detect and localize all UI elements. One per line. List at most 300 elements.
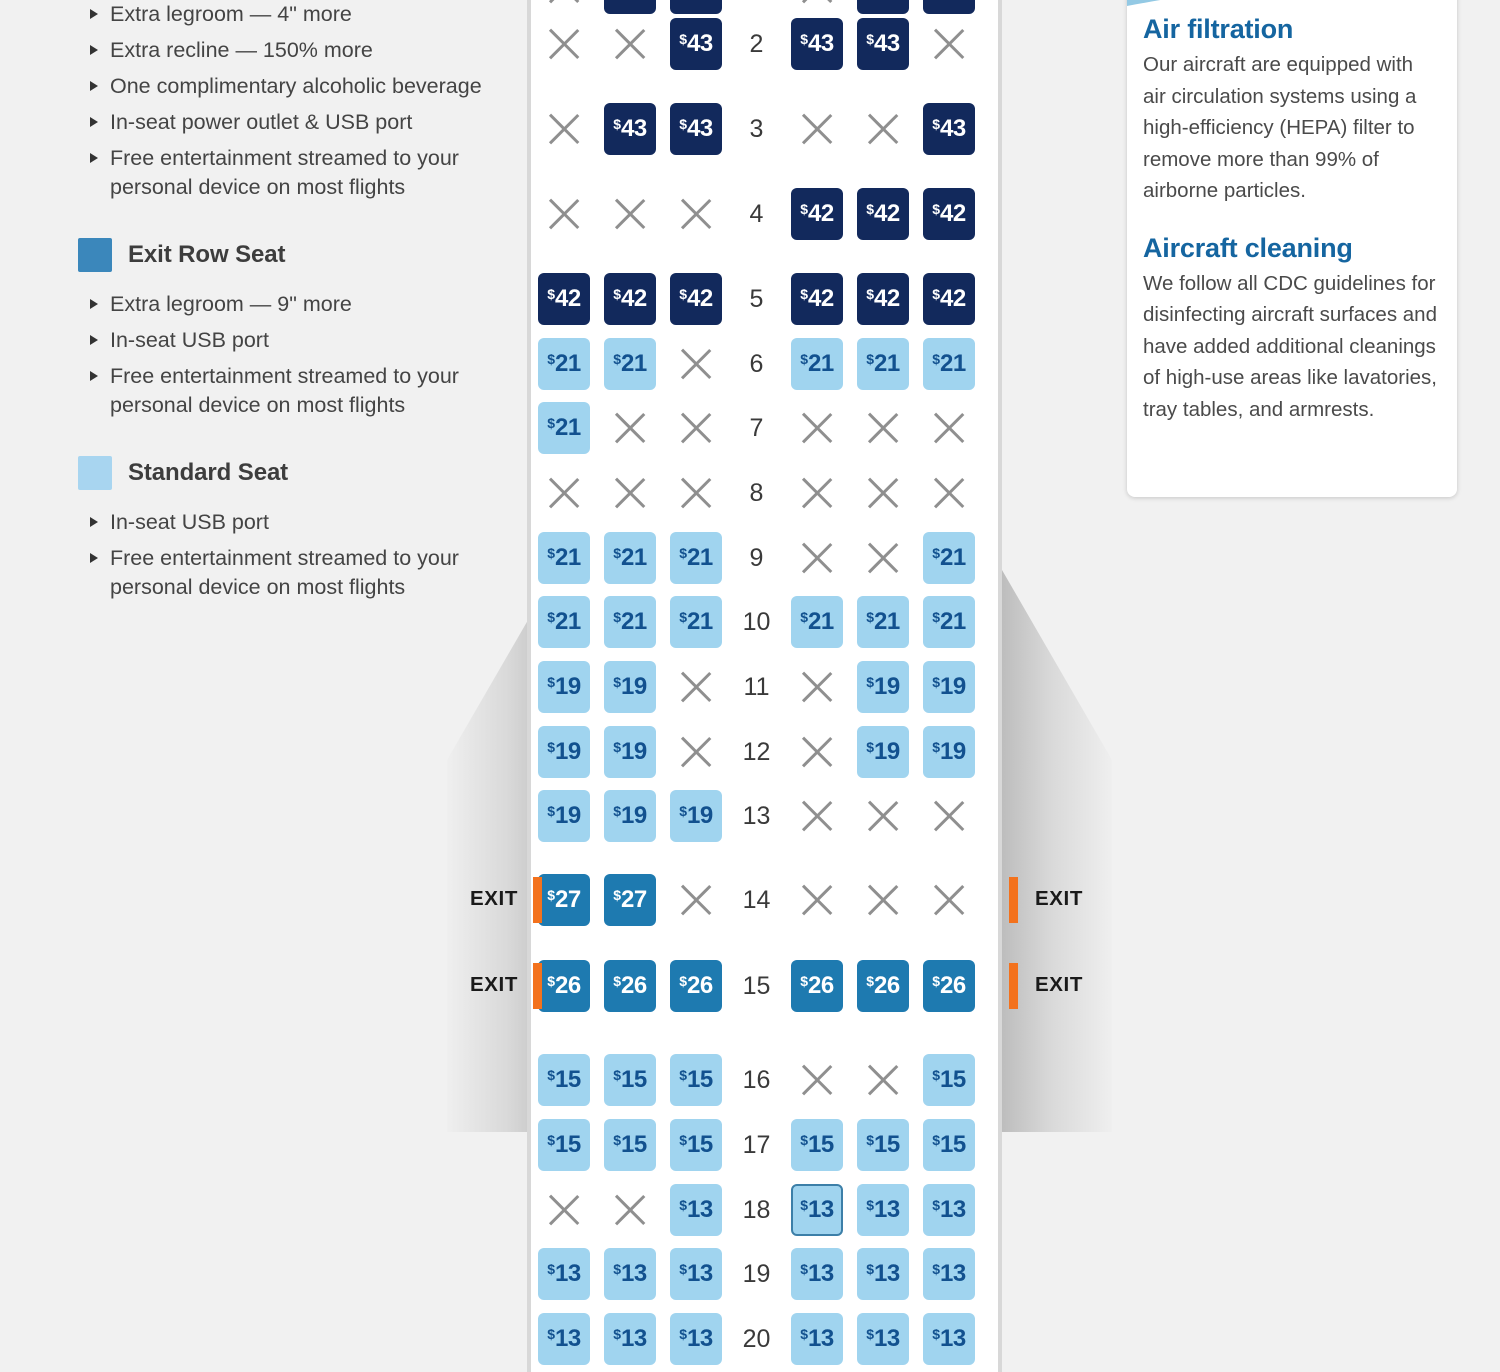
unavailable-seat-x-icon bbox=[795, 107, 839, 151]
row-number-label: 9 bbox=[749, 543, 764, 572]
unavailable-seat-x-icon bbox=[608, 406, 652, 450]
info-card-body-text: We follow all CDC guidelines for disinfecting aircraft surfaces and have added additional cleanings of high-use areas like lavatories, tray tables, and armrests. bbox=[1143, 271, 1437, 421]
seat-price: 26 bbox=[687, 972, 713, 1000]
seat-button[interactable] bbox=[538, 960, 590, 1012]
seat-price: 15 bbox=[874, 1131, 900, 1159]
seat-price: 43 bbox=[874, 30, 900, 58]
seat-price: 21 bbox=[874, 350, 900, 378]
seat-button[interactable] bbox=[604, 596, 656, 648]
seat-button[interactable] bbox=[857, 273, 909, 325]
seat-button[interactable] bbox=[791, 273, 843, 325]
unavailable-seat-x-icon bbox=[795, 878, 839, 922]
seat-cell bbox=[784, 868, 850, 933]
currency-symbol: $ bbox=[547, 674, 556, 691]
currency-symbol: $ bbox=[679, 1261, 688, 1278]
seat-button[interactable] bbox=[923, 596, 975, 648]
seat-button[interactable] bbox=[604, 1119, 656, 1171]
seat-cell bbox=[916, 868, 982, 933]
exit-row-label-right: EXIT bbox=[1035, 973, 1083, 996]
seat-button[interactable] bbox=[538, 532, 590, 584]
seat-cell bbox=[916, 267, 982, 332]
row-number-label: 5 bbox=[749, 284, 764, 313]
seat-price: 21 bbox=[940, 544, 966, 572]
seat-button[interactable] bbox=[604, 103, 656, 155]
seat-price: 13 bbox=[687, 1196, 713, 1224]
seat-button[interactable] bbox=[604, 273, 656, 325]
currency-symbol: $ bbox=[866, 609, 875, 626]
seat-price: 19 bbox=[621, 673, 647, 701]
seat-cell bbox=[916, 526, 982, 591]
seat-button[interactable] bbox=[857, 18, 909, 70]
seat-price: 19 bbox=[687, 802, 713, 830]
row-number-label: 20 bbox=[742, 1324, 771, 1353]
seat-button[interactable] bbox=[604, 1248, 656, 1300]
feature-text: Extra legroom — 9" more bbox=[110, 292, 352, 316]
seat-button[interactable] bbox=[670, 1184, 722, 1236]
seat-price: 42 bbox=[555, 285, 581, 313]
seat-cell bbox=[784, 1242, 850, 1307]
row-number-label: 19 bbox=[742, 1259, 771, 1288]
currency-symbol: $ bbox=[679, 286, 688, 303]
seat-button[interactable] bbox=[538, 596, 590, 648]
seat-cell bbox=[784, 267, 850, 332]
seat-cell bbox=[916, 784, 982, 849]
unavailable-seat-x-icon bbox=[861, 794, 905, 838]
seat-row bbox=[531, 720, 1006, 785]
seat-cell bbox=[531, 97, 597, 162]
currency-symbol: $ bbox=[932, 609, 941, 626]
seat-button[interactable] bbox=[791, 596, 843, 648]
unavailable-seat-x-icon bbox=[795, 794, 839, 838]
seat-price: 13 bbox=[940, 1260, 966, 1288]
row-number-label: 4 bbox=[749, 199, 764, 228]
seat-cell bbox=[597, 868, 663, 933]
seat-button[interactable] bbox=[857, 1184, 909, 1236]
unavailable-seat-x-icon bbox=[861, 1058, 905, 1102]
seat-button[interactable] bbox=[923, 1313, 975, 1365]
currency-symbol: $ bbox=[932, 1326, 941, 1343]
currency-symbol: $ bbox=[613, 351, 622, 368]
exit-door-marker-right bbox=[1009, 963, 1018, 1009]
unavailable-seat-x-icon bbox=[674, 730, 718, 774]
seat-button[interactable] bbox=[670, 1313, 722, 1365]
seat-cell bbox=[531, 1048, 597, 1113]
currency-symbol: $ bbox=[547, 286, 556, 303]
seat-button[interactable] bbox=[670, 103, 722, 155]
seat-price: 26 bbox=[808, 972, 834, 1000]
feature-text: Extra recline — 150% more bbox=[110, 38, 373, 62]
seat-cell bbox=[784, 12, 850, 77]
seat-button[interactable] bbox=[923, 338, 975, 390]
exit-door-marker-right bbox=[1009, 877, 1018, 923]
unavailable-seat-x-icon bbox=[795, 406, 839, 450]
row-number-label: 11 bbox=[743, 672, 770, 701]
seat-button[interactable] bbox=[538, 1054, 590, 1106]
currency-symbol: $ bbox=[679, 31, 688, 48]
unavailable-seat-x-icon bbox=[861, 406, 905, 450]
seat-cell bbox=[916, 12, 982, 77]
feature-text: Free entertainment streamed to your personal device on most flights bbox=[110, 546, 459, 599]
currency-symbol: $ bbox=[679, 1067, 688, 1084]
info-card-heading: Aircraft cleaning bbox=[1143, 232, 1353, 263]
seat-button[interactable] bbox=[857, 1119, 909, 1171]
seat-cell bbox=[850, 1307, 916, 1372]
seat-cell bbox=[784, 396, 850, 461]
currency-symbol: $ bbox=[932, 674, 941, 691]
seat-button[interactable] bbox=[857, 1313, 909, 1365]
seat-row bbox=[531, 1307, 1006, 1372]
seat-button[interactable] bbox=[670, 790, 722, 842]
seat-button[interactable] bbox=[923, 1119, 975, 1171]
feature-text: In-seat USB port bbox=[110, 328, 269, 352]
seat-cell bbox=[916, 954, 982, 1019]
seat-cell bbox=[597, 461, 663, 526]
seat-button[interactable] bbox=[670, 1119, 722, 1171]
seat-cell bbox=[784, 1178, 850, 1243]
seat-price: 42 bbox=[874, 200, 900, 228]
currency-symbol: $ bbox=[547, 1067, 556, 1084]
seat-cell bbox=[663, 267, 729, 332]
seat-cell bbox=[850, 97, 916, 162]
row-number-label: 13 bbox=[742, 801, 771, 830]
seat-cell bbox=[663, 182, 729, 247]
seat-price: 43 bbox=[940, 115, 966, 143]
seat-button[interactable] bbox=[604, 338, 656, 390]
seat-button[interactable] bbox=[604, 726, 656, 778]
unavailable-seat-x-icon bbox=[674, 665, 718, 709]
unavailable-seat-x-icon bbox=[608, 22, 652, 66]
seat-button[interactable] bbox=[670, 1054, 722, 1106]
seat-button[interactable] bbox=[923, 726, 975, 778]
seat-button[interactable] bbox=[604, 790, 656, 842]
feature-text: One complimentary alcoholic beverage bbox=[110, 74, 482, 98]
row-number-label: 17 bbox=[742, 1130, 771, 1159]
seat-price: 43 bbox=[808, 30, 834, 58]
seat-cell bbox=[663, 1307, 729, 1372]
currency-symbol: $ bbox=[866, 1261, 875, 1278]
seat-price: 42 bbox=[808, 200, 834, 228]
seat-price: 19 bbox=[555, 802, 581, 830]
seat-button[interactable] bbox=[538, 402, 590, 454]
seat-cell bbox=[597, 526, 663, 591]
currency-symbol: $ bbox=[932, 1261, 941, 1278]
seat-button[interactable] bbox=[923, 960, 975, 1012]
seat-price: 19 bbox=[555, 673, 581, 701]
currency-symbol: $ bbox=[800, 31, 809, 48]
seat-button[interactable] bbox=[604, 960, 656, 1012]
seat-button[interactable] bbox=[538, 874, 590, 926]
seat-cell bbox=[784, 784, 850, 849]
seat-button[interactable] bbox=[791, 1119, 843, 1171]
seat-button[interactable] bbox=[670, 596, 722, 648]
seat-button[interactable] bbox=[857, 960, 909, 1012]
seat-price: 13 bbox=[687, 1260, 713, 1288]
seat-button[interactable] bbox=[604, 661, 656, 713]
seat-cell bbox=[663, 784, 729, 849]
seat-price: 21 bbox=[874, 608, 900, 636]
currency-symbol: $ bbox=[613, 674, 622, 691]
seat-price: 42 bbox=[940, 200, 966, 228]
seat-cell bbox=[916, 461, 982, 526]
seat-price: 13 bbox=[555, 1260, 581, 1288]
seat-button[interactable] bbox=[670, 532, 722, 584]
seat-button[interactable] bbox=[670, 1248, 722, 1300]
feature-text: In-seat USB port bbox=[110, 510, 269, 534]
seat-button[interactable] bbox=[791, 1184, 843, 1236]
seat-price: 15 bbox=[940, 1131, 966, 1159]
unavailable-seat-x-icon bbox=[795, 665, 839, 709]
seat-row bbox=[531, 461, 1006, 526]
seat-cell bbox=[597, 1307, 663, 1372]
legend-section-title: Exit Row Seat bbox=[128, 241, 286, 268]
currency-symbol: $ bbox=[866, 739, 875, 756]
currency-symbol: $ bbox=[613, 803, 622, 820]
seat-price: 21 bbox=[555, 544, 581, 572]
seat-price: 27 bbox=[555, 886, 581, 914]
seat-price: 13 bbox=[874, 1325, 900, 1353]
seat-price: 13 bbox=[687, 1325, 713, 1353]
seat-button[interactable] bbox=[791, 1313, 843, 1365]
seat-button[interactable] bbox=[670, 18, 722, 70]
seat-cell bbox=[663, 396, 729, 461]
seat-button[interactable] bbox=[923, 103, 975, 155]
seat-price: 21 bbox=[940, 608, 966, 636]
currency-symbol: $ bbox=[932, 201, 941, 218]
seat-button[interactable] bbox=[604, 874, 656, 926]
seat-price: 19 bbox=[621, 802, 647, 830]
seat-row bbox=[531, 182, 1006, 247]
seat-button[interactable] bbox=[923, 1184, 975, 1236]
seat-button[interactable] bbox=[538, 1248, 590, 1300]
seat-price: 21 bbox=[940, 350, 966, 378]
seat-cell bbox=[663, 590, 729, 655]
currency-symbol: $ bbox=[613, 1132, 622, 1149]
seat-cell bbox=[531, 1113, 597, 1178]
seat-button[interactable] bbox=[857, 188, 909, 240]
seat-cell bbox=[531, 332, 597, 397]
currency-symbol: $ bbox=[679, 116, 688, 133]
unavailable-seat-x-icon bbox=[542, 192, 586, 236]
seat-price: 13 bbox=[808, 1196, 834, 1224]
row-number-label: 12 bbox=[742, 737, 771, 766]
currency-symbol: $ bbox=[679, 1326, 688, 1343]
seat-cell bbox=[784, 720, 850, 785]
seat-row bbox=[531, 1178, 1006, 1243]
seat-cell bbox=[597, 1113, 663, 1178]
seat-price: 15 bbox=[687, 1066, 713, 1094]
seat-row bbox=[531, 590, 1006, 655]
currency-symbol: $ bbox=[932, 1197, 941, 1214]
seat-button[interactable] bbox=[538, 726, 590, 778]
seat-button[interactable] bbox=[538, 1313, 590, 1365]
seat-row bbox=[531, 1113, 1006, 1178]
seat-cell bbox=[531, 267, 597, 332]
seat-button[interactable] bbox=[857, 661, 909, 713]
unavailable-seat-x-icon bbox=[608, 1188, 652, 1232]
seat-button[interactable] bbox=[670, 960, 722, 1012]
seat-price: 13 bbox=[555, 1325, 581, 1353]
currency-symbol: $ bbox=[932, 1067, 941, 1084]
seat-button[interactable] bbox=[538, 661, 590, 713]
seat-cell bbox=[784, 461, 850, 526]
seat-price: 21 bbox=[687, 608, 713, 636]
seat-price: 21 bbox=[621, 544, 647, 572]
row-number-label: 8 bbox=[749, 478, 764, 507]
seat-cell bbox=[597, 97, 663, 162]
seat-cell bbox=[784, 590, 850, 655]
seat-button[interactable] bbox=[670, 273, 722, 325]
currency-symbol: $ bbox=[613, 609, 622, 626]
seat-cell bbox=[850, 954, 916, 1019]
seat-cell bbox=[784, 954, 850, 1019]
seat-cell bbox=[916, 1113, 982, 1178]
exit-row-label-left: EXIT bbox=[470, 973, 518, 996]
seat-cell bbox=[916, 97, 982, 162]
currency-symbol: $ bbox=[679, 973, 688, 990]
seat-button[interactable] bbox=[538, 338, 590, 390]
currency-symbol: $ bbox=[613, 973, 622, 990]
currency-symbol: $ bbox=[547, 739, 556, 756]
seat-cell bbox=[531, 182, 597, 247]
currency-symbol: $ bbox=[866, 286, 875, 303]
seat-row bbox=[531, 267, 1006, 332]
row-number-label: 3 bbox=[749, 114, 764, 143]
seat-cell bbox=[663, 954, 729, 1019]
currency-symbol: $ bbox=[932, 973, 941, 990]
row-number-label: 7 bbox=[749, 413, 764, 442]
currency-symbol: $ bbox=[932, 1132, 941, 1149]
currency-symbol: $ bbox=[547, 609, 556, 626]
currency-symbol: $ bbox=[866, 201, 875, 218]
seat-button[interactable] bbox=[791, 960, 843, 1012]
unavailable-seat-x-icon bbox=[795, 536, 839, 580]
row-number-label: 16 bbox=[742, 1065, 771, 1094]
currency-symbol: $ bbox=[679, 609, 688, 626]
seat-row bbox=[531, 396, 1006, 461]
currency-symbol: $ bbox=[866, 1326, 875, 1343]
seat-cell bbox=[597, 12, 663, 77]
seat-price: 43 bbox=[687, 115, 713, 143]
seat-cell bbox=[916, 182, 982, 247]
unavailable-seat-x-icon bbox=[542, 107, 586, 151]
seat-button[interactable] bbox=[923, 1248, 975, 1300]
seat-price: 21 bbox=[621, 608, 647, 636]
seat-button[interactable] bbox=[791, 18, 843, 70]
seat-button[interactable] bbox=[538, 790, 590, 842]
seat-row bbox=[531, 1048, 1006, 1113]
unavailable-seat-x-icon bbox=[927, 406, 971, 450]
seat-button[interactable] bbox=[857, 338, 909, 390]
seat-cell bbox=[597, 1048, 663, 1113]
seat-cell bbox=[850, 396, 916, 461]
seat-button[interactable] bbox=[604, 532, 656, 584]
seat-button[interactable] bbox=[604, 1313, 656, 1365]
seat-cell bbox=[597, 784, 663, 849]
seat-cell bbox=[850, 12, 916, 77]
unavailable-seat-x-icon bbox=[674, 342, 718, 386]
seat-button[interactable] bbox=[538, 1119, 590, 1171]
currency-symbol: $ bbox=[547, 1261, 556, 1278]
seat-button[interactable] bbox=[923, 532, 975, 584]
seat-price: 19 bbox=[874, 738, 900, 766]
seat-cell bbox=[850, 1178, 916, 1243]
currency-symbol: $ bbox=[800, 351, 809, 368]
seat-button[interactable] bbox=[923, 1054, 975, 1106]
legend-section-title: Standard Seat bbox=[128, 459, 289, 486]
seat-button[interactable] bbox=[857, 726, 909, 778]
exit-door-marker-left bbox=[533, 963, 542, 1009]
seat-cell bbox=[850, 720, 916, 785]
seat-cell bbox=[531, 720, 597, 785]
seat-price: 26 bbox=[940, 972, 966, 1000]
unavailable-seat-x-icon bbox=[608, 471, 652, 515]
unavailable-seat-x-icon bbox=[795, 0, 839, 10]
seat-cell bbox=[597, 1178, 663, 1243]
seat-button[interactable] bbox=[923, 188, 975, 240]
seat-cell bbox=[597, 332, 663, 397]
unavailable-seat-x-icon bbox=[542, 471, 586, 515]
seat-cell bbox=[784, 332, 850, 397]
exit-row-label-right: EXIT bbox=[1035, 887, 1083, 910]
currency-symbol: $ bbox=[547, 973, 556, 990]
seat-button[interactable] bbox=[538, 273, 590, 325]
seat-price: 42 bbox=[940, 285, 966, 313]
seat-button[interactable] bbox=[791, 1248, 843, 1300]
seat-cell bbox=[850, 182, 916, 247]
seat-row bbox=[531, 868, 1006, 933]
seat-cell bbox=[597, 954, 663, 1019]
seat-cell bbox=[784, 1113, 850, 1178]
seat-cell bbox=[597, 1242, 663, 1307]
seat-cell bbox=[531, 526, 597, 591]
seat-button[interactable] bbox=[604, 1054, 656, 1106]
currency-symbol: $ bbox=[679, 803, 688, 820]
seat-button[interactable] bbox=[857, 596, 909, 648]
seat-button[interactable] bbox=[923, 661, 975, 713]
currency-symbol: $ bbox=[800, 201, 809, 218]
seat-price: 26 bbox=[874, 972, 900, 1000]
seat-cell bbox=[663, 1113, 729, 1178]
currency-symbol: $ bbox=[547, 415, 556, 432]
seat-cell bbox=[663, 12, 729, 77]
exit-door-marker-left bbox=[533, 877, 542, 923]
seat-cell bbox=[916, 1048, 982, 1113]
seat-price: 19 bbox=[874, 673, 900, 701]
feature-text: Free entertainment streamed to your personal device on most flights bbox=[110, 364, 459, 417]
info-card-sections bbox=[1127, 0, 1457, 425]
seat-cell bbox=[916, 1178, 982, 1243]
seat-button[interactable] bbox=[791, 188, 843, 240]
unavailable-seat-x-icon bbox=[795, 730, 839, 774]
seat-price: 15 bbox=[621, 1131, 647, 1159]
seat-button[interactable] bbox=[857, 1248, 909, 1300]
seat-price: 13 bbox=[940, 1196, 966, 1224]
unavailable-seat-x-icon bbox=[861, 471, 905, 515]
seat-button[interactable] bbox=[923, 273, 975, 325]
currency-symbol: $ bbox=[679, 545, 688, 562]
seat-button[interactable] bbox=[791, 338, 843, 390]
currency-symbol: $ bbox=[800, 286, 809, 303]
seat-price: 21 bbox=[808, 350, 834, 378]
currency-symbol: $ bbox=[800, 973, 809, 990]
currency-symbol: $ bbox=[866, 31, 875, 48]
seat-cell bbox=[663, 655, 729, 720]
seat-price: 13 bbox=[808, 1325, 834, 1353]
seat-price: 19 bbox=[940, 673, 966, 701]
currency-symbol: $ bbox=[613, 286, 622, 303]
seat-price: 26 bbox=[621, 972, 647, 1000]
seat-cell bbox=[850, 784, 916, 849]
